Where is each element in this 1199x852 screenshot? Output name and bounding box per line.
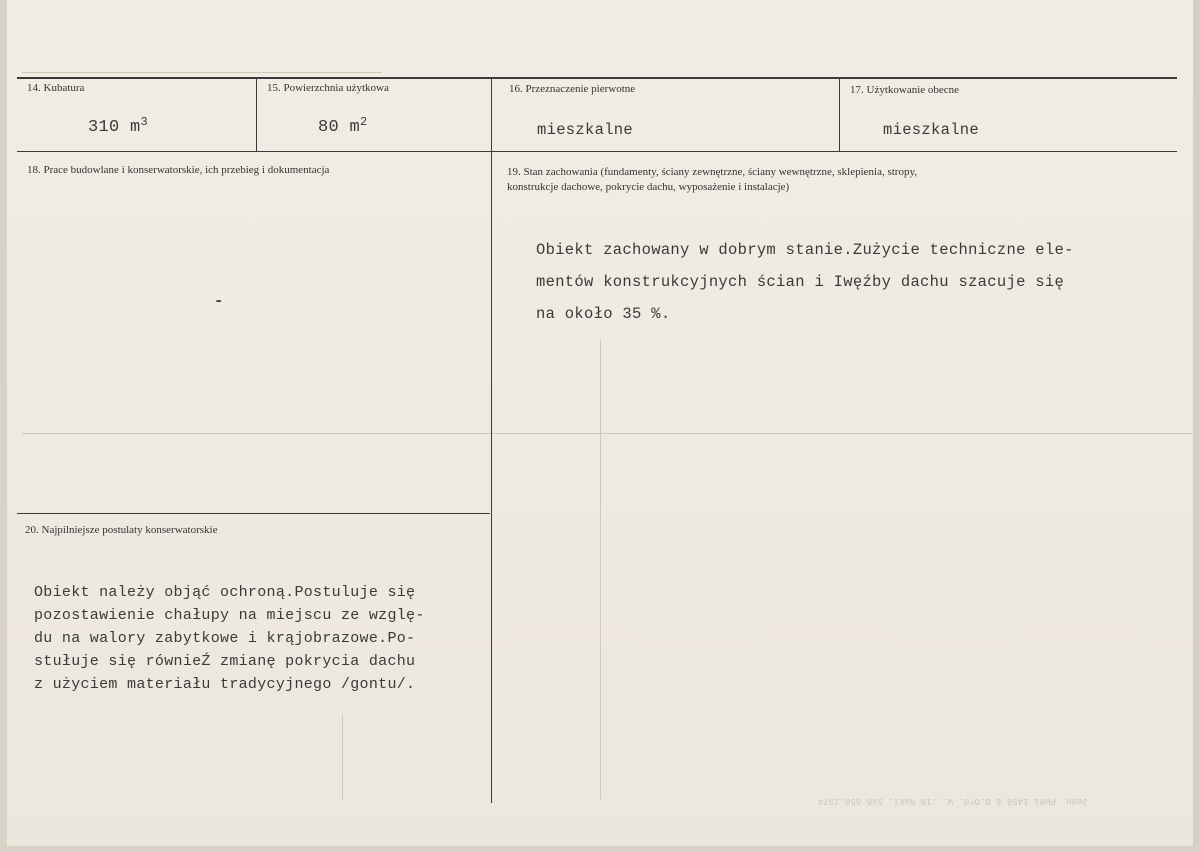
field-14-label: 14. Kubatura (27, 82, 85, 94)
text-line: du na walory zabytkowe i krąjobrazowe.Po- (34, 630, 416, 647)
bleed-through-line (22, 433, 1192, 434)
text-line: Obiekt zachowany w dobrym stanie.Zużycie techniczne ele- (536, 241, 1074, 259)
field-14-value (88, 115, 149, 137)
bleed-through-line (600, 340, 601, 800)
field-19-text (536, 234, 1074, 330)
field-16-value: mieszkalne (537, 121, 634, 139)
text-line: stułuje się równieŹ zmianę pokrycia dachu (34, 653, 416, 670)
col-divider-15-16 (491, 78, 492, 803)
kubatura-value: 310 m (88, 118, 141, 137)
kubatura-unit-exponent: 3 (140, 115, 149, 129)
print-mark: Jedn. PWRi 1458 & D.Ord. W...10 Nakł. 5x6 650.1974 (818, 796, 1089, 806)
field-20-text (34, 581, 425, 696)
text-line: z użyciem materiału tradycyjnego /gontu/. (34, 676, 416, 693)
bleed-through-line (342, 715, 343, 800)
row-divider-18-20 (17, 513, 490, 514)
field-16-label: 16. Przeznaczenie pierwotne (509, 83, 636, 95)
field-17-label: 17. Użytkowanie obecne (850, 84, 960, 96)
field-20-label: 20. Najpilniejsze postulaty konserwatorskie (25, 524, 218, 536)
card-edge-bottom (0, 846, 1199, 852)
card-edge-right (1193, 0, 1199, 852)
bleed-through-line (22, 72, 382, 73)
field-17-value: mieszkalne (883, 121, 980, 139)
field-19-label-cont: konstrukcje dachowe, pokrycie dachu, wyposażenie i instalacje) (507, 181, 790, 193)
field-15-value (318, 115, 368, 137)
field-15-label: 15. Powierzchnia użytkowa (267, 82, 389, 94)
text-line: Obiekt należy objąć ochroną.Postuluje się (34, 584, 416, 601)
field-19-label: 19. Stan zachowania (fundamenty, ściany zewnętrzne, ściany wewnętrzne, sklepienia, stropy, (507, 166, 918, 178)
text-line: na około 35 %. (536, 305, 671, 323)
col-divider-16-17 (839, 78, 840, 151)
field-18-label: 18. Prace budowlane i konserwatorskie, ich przebieg i dokumentacja (27, 164, 330, 176)
col-divider-14-15 (256, 78, 257, 151)
text-line: pozostawienie chałupy na miejscu ze wzglę- (34, 607, 425, 624)
row-divider (17, 151, 1177, 152)
field-18-value: - (214, 292, 224, 310)
card-edge-left (0, 0, 7, 852)
top-rule (17, 77, 1177, 79)
powierzchnia-unit-exponent: 2 (360, 115, 368, 129)
text-line: mentów konstrukcyjnych ścian i Iwęźby dachu szacuje się (536, 273, 1065, 291)
powierzchnia-value: 80 m (318, 118, 361, 137)
